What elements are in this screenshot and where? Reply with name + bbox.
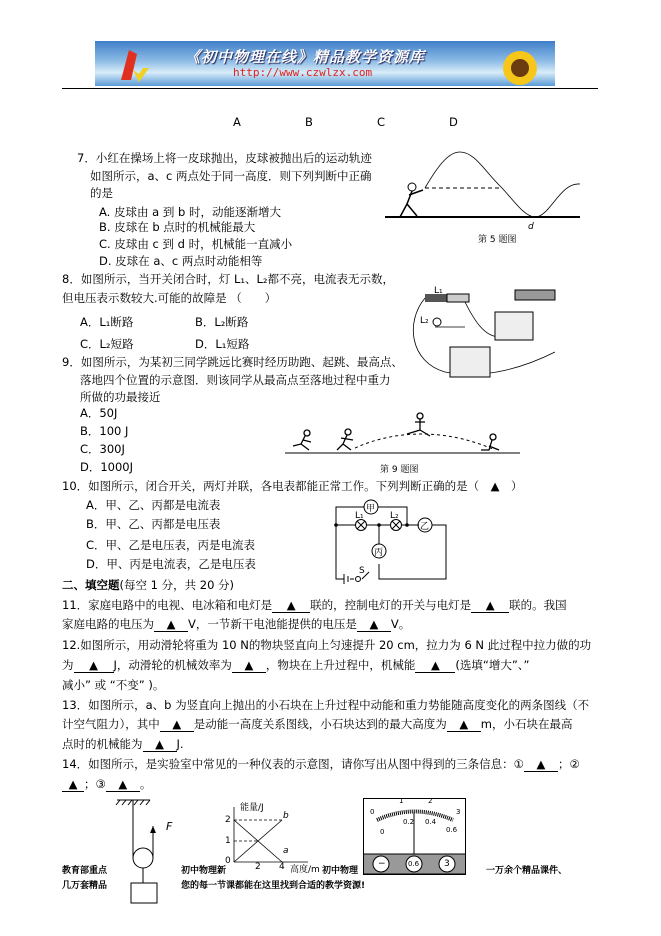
q13-line [62, 717, 572, 732]
q14-blank-3[interactable]: ▲ [106, 777, 140, 792]
graph-ytick: 0 [225, 856, 231, 866]
q8-option-c: C．L₂短路 [80, 337, 134, 351]
q7-stem: 如图所示，a、c 两点处于同一高度．则下列判断中正确 [90, 169, 372, 183]
q9-option-b: B．100 J [80, 424, 129, 438]
q12-text: J，动滑轮的机械效率为 [113, 658, 232, 672]
footer-text: 初中物理新 [181, 866, 227, 876]
pulley-force-label: F [166, 820, 173, 833]
logo-icon [115, 44, 155, 84]
header-banner [95, 41, 555, 86]
prev-option-a: A [233, 115, 241, 129]
q13-text: m，小石块在最高 [480, 717, 573, 731]
q8-option-b: B．L₂断路 [195, 315, 249, 329]
graph-line-label-b: b [283, 811, 289, 821]
q8-label-l2: L₂ [420, 316, 429, 326]
graph-line-label-a: a [283, 846, 289, 856]
meter-terminal-neg: − [378, 859, 386, 869]
meter-bottom-0: 0 [380, 828, 385, 836]
q12-text: ，物块在上升过程中，机械能 [265, 658, 416, 672]
meter-top-2: 2 [428, 797, 433, 805]
section-title [62, 578, 234, 592]
q13-text: 计空气阻力），其中 [62, 717, 160, 731]
prev-option-b: B [305, 115, 313, 129]
graph-ytick: 2 [225, 815, 231, 825]
q13-blank-3[interactable]: ▲ [143, 737, 177, 752]
q7-option-d: D. 皮球在 a、c 两点时动能相等 [99, 254, 263, 268]
q10-meter-bing: 丙 [374, 548, 384, 558]
sunflower-icon [490, 46, 550, 86]
q13-blank-2[interactable]: ▲ [447, 717, 481, 732]
q11-text: V，一节新干电池能提供的电压是 [188, 617, 357, 631]
q12-blank-1[interactable]: ▲ [74, 658, 114, 673]
q12-blank-2[interactable]: ▲ [232, 658, 266, 673]
prev-option-c: C [377, 115, 386, 129]
meter-top-0: 0 [370, 808, 375, 816]
graph-xtick: 4 [279, 862, 285, 872]
q11-line [62, 617, 410, 632]
q8-option-d: D．L₁短路 [195, 337, 250, 351]
graph-ylabel: 能量/J [240, 803, 264, 813]
q13-text: J. [176, 737, 184, 751]
q9-option-c: C．300J [80, 442, 125, 456]
meter-bottom-06: 0.6 [446, 826, 458, 834]
q9-option-d: D．1000J [80, 460, 134, 474]
q14-text: ；③ [84, 777, 106, 791]
footer-text: 几万套精品 [62, 881, 108, 891]
q13-text: 是动能一高度关系图线，小石块达到的最大高度为 [193, 717, 447, 731]
meter-top-3: 3 [456, 808, 461, 816]
q14-blank-1[interactable]: ▲ [524, 757, 558, 772]
q13-blank-1[interactable]: ▲ [160, 717, 194, 732]
section-heading: 二、填空题 [62, 578, 120, 592]
q10-option-b: B．甲、乙、丙都是电压表 [86, 517, 221, 531]
energy-height-graph [230, 807, 310, 867]
q9-stem: 落地四个位置的示意图．则该同学从最高点至落地过程中重力 [80, 373, 391, 387]
q10-stem: 10．如图所示，闭合开关，两灯并联，各电表都能正常工作。下列判断正确的是（ ▲ ） [62, 479, 523, 493]
graph-xlabel: 高度/m [290, 865, 320, 875]
q14-text: ；② [557, 757, 580, 771]
q11-blank-4[interactable]: ▲ [357, 617, 391, 632]
footer-text: 初中物理 [322, 866, 359, 876]
banner-title: 《初中物理在线》精品教学资源库 [185, 48, 426, 66]
q10-circuit-figure [334, 500, 444, 590]
q7-option-a: A. 皮球由 a 到 b 时，动能逐渐增大 [99, 205, 281, 219]
q7-point-d: d [528, 222, 534, 232]
q7-figure-caption: 第 5 题图 [478, 235, 517, 245]
q9-stem: 所做的功最接近 [80, 390, 161, 404]
q11-blank-1[interactable]: ▲ [272, 598, 310, 613]
q11-text: 家庭电路的电压为 [62, 617, 154, 631]
q10-meter-jia: 甲 [366, 504, 376, 514]
q8-option-a: A．L₁断路 [80, 315, 134, 329]
q10-option-c: C．甲、乙是电压表，丙是电流表 [86, 538, 256, 552]
q12-text: 12.如图所示，用动滑轮将重为 10 N的物块竖直向上匀速提升 20 cm，拉力为 6 N 此过程中拉力做的功 [62, 638, 592, 652]
q11-text: 11．家庭电路中的电视、电冰箱和电灯是 [62, 598, 273, 612]
q11-blank-2[interactable]: ▲ [471, 598, 509, 613]
q11-text: 联的，控制电灯的开关与电灯是 [310, 598, 472, 612]
q12-line [62, 658, 530, 673]
q12-text: (选填“增大”、” [455, 658, 530, 672]
meter-top-1: 1 [399, 797, 404, 805]
q10-meter-yi: 乙 [420, 522, 430, 532]
q10-switch-s: S [359, 566, 365, 576]
q14-text: 。 [139, 777, 152, 791]
footer-text: 您的每一节课都能在这里找到合适的教学资源! [181, 881, 366, 891]
prev-option-d: D [449, 115, 458, 129]
q12-text: 减小” 或 “不变” )。 [62, 678, 165, 692]
q9-option-a: A．50J [80, 406, 118, 420]
q14-line [62, 777, 151, 792]
meter-bottom-04: 0.4 [425, 818, 437, 826]
q7-stem: 的是 [90, 186, 113, 200]
q10-lamp-l2: L₂ [390, 511, 399, 521]
q13-line [62, 737, 184, 752]
q13-text: 点时的机械能为 [62, 737, 143, 751]
q11-text: 联的。我国 [509, 598, 567, 612]
q10-lamp-l1: L₁ [355, 511, 364, 521]
footer-text: 一万余个精品课件、 [486, 866, 568, 876]
q7-trajectory-figure [385, 152, 585, 242]
header-divider [62, 88, 598, 89]
q11-blank-3[interactable]: ▲ [154, 617, 188, 632]
q10-option-d: D．甲、丙是电流表，乙是电压表 [86, 557, 256, 571]
meter-bottom-02: 0.2 [403, 818, 415, 826]
q7-stem: 7．小红在操场上将一皮球抛出，皮球被抛出后的运动轨迹 [77, 151, 372, 165]
section-note: (每空 1 分，共 20 分) [119, 578, 235, 592]
q14-text: 14．如图所示，是实验室中常见的一种仪表的示意图，请你写出从图中得到的三条信息：① [62, 757, 524, 771]
q12-blank-3[interactable]: ▲ [415, 658, 455, 673]
q9-figure-caption: 第 9 题图 [380, 465, 419, 475]
q9-stem: 9．如图所示，为某初三同学跳远比赛时经历助跑、起跳、最高点、 [62, 355, 403, 369]
q8-circuit-figure [405, 282, 565, 387]
meter-terminal-06: 0.6 [408, 860, 420, 868]
meter-terminal-3: 3 [444, 859, 450, 869]
q11-line [62, 598, 567, 613]
graph-xtick: 2 [255, 862, 261, 872]
q8-stem: 8．如图所示，当开关闭合时，灯 L₁、L₂都不亮，电流表无示数， [62, 272, 395, 286]
q7-option-c: C. 皮球由 c 到 d 时，机械能一直减小 [99, 237, 293, 251]
q14-line [62, 757, 580, 772]
q14-blank-2[interactable]: ▲ [62, 777, 84, 792]
q8-stem: 但电压表示数较大.可能的故障是 （ ） [62, 291, 277, 305]
pulley-figure [115, 798, 175, 913]
q13-text: 13．如图所示，a、b 为竖直向上抛出的小石块在上升过程中动能和重力势能随高度变化的两条图线（不 [62, 698, 590, 712]
banner-url: http://www.czwlzx.com [233, 66, 373, 79]
q8-label-l1: L₁ [434, 286, 443, 296]
footer-text: 教育部重点 [62, 866, 108, 876]
q9-long-jump-figure [285, 410, 525, 470]
q11-text: V。 [390, 617, 411, 631]
q12-text: 为 [62, 658, 74, 672]
q7-option-b: B. 皮球在 b 点时的机械能最大 [99, 220, 256, 234]
graph-ytick: 1 [225, 836, 231, 846]
q10-option-a: A．甲、乙、丙都是电流表 [86, 498, 221, 512]
